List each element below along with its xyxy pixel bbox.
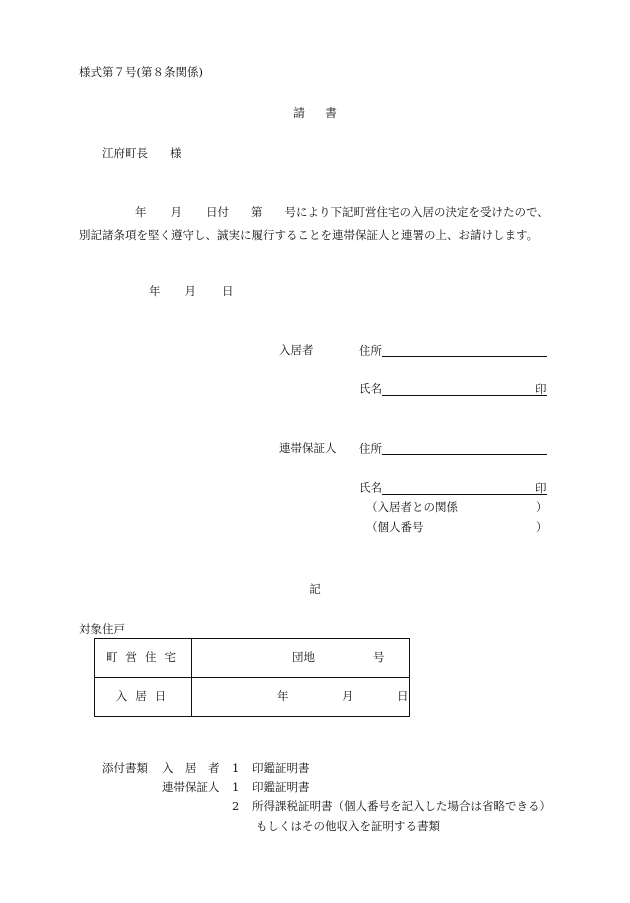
table-row <box>95 639 410 678</box>
guarantor-address-row <box>359 441 547 455</box>
guarantor-name-row <box>359 481 547 495</box>
move-in-date-value-cell[interactable] <box>192 678 410 717</box>
guarantor-name-label: 氏名 <box>359 480 382 495</box>
date-line <box>149 286 234 298</box>
occupant-address-label: 住所 <box>359 343 382 358</box>
attachment-guarantor-role: 連帯保証人 <box>162 780 220 794</box>
body-line-1 <box>135 207 549 219</box>
attachment-guarantor-num1: 1 <box>232 780 240 794</box>
attachment-guarantor-doc1: 印鑑証明書 <box>252 780 310 794</box>
date-year: 年 <box>149 284 161 298</box>
attachment-occupant-role: 入 居 者 <box>162 761 220 775</box>
attachment-occupant-num: 1 <box>232 761 240 775</box>
addressee-honorific: 様 <box>170 146 182 160</box>
go-label: 号 <box>373 650 385 664</box>
attachment-guarantor-doc2: 所得課税証明書（個人番号を記入した場合は省略できる） <box>252 799 551 813</box>
body-year: 年 <box>135 205 147 219</box>
form-number: 様式第７号(第８条関係) <box>79 65 203 79</box>
body-month: 月 <box>170 205 182 219</box>
occupant-address-field[interactable] <box>382 343 547 357</box>
move-in-month-label: 月 <box>342 689 354 703</box>
date-day: 日 <box>222 284 234 298</box>
body-line1-rest: 号により下記町営住宅の入居の決定を受けたので、 <box>284 205 549 219</box>
guarantor-address-field[interactable] <box>382 441 547 455</box>
guarantor-mynumber-close: ） <box>536 520 548 534</box>
move-in-day-label: 日 <box>397 689 409 703</box>
housing-value-cell[interactable] <box>192 639 410 678</box>
attachment-guarantor-doc2-cont: もしくはその他収入を証明する書類 <box>256 819 440 833</box>
guarantor-name-field[interactable] <box>382 481 535 495</box>
occupant-name-field[interactable] <box>382 382 535 396</box>
row-head-housing: 町営住宅 <box>95 639 192 678</box>
body-number-prefix: 第 <box>251 205 263 219</box>
occupant-seal: 印 <box>535 381 547 396</box>
body-date-suffix: 日付 <box>206 205 229 219</box>
guarantor-relation-close: ） <box>536 500 548 514</box>
target-unit-label: 対象住戸 <box>79 622 125 636</box>
addressee-name: 江府町長 <box>102 146 148 160</box>
ki-heading: 記 <box>309 582 321 596</box>
guarantor-seal: 印 <box>535 480 547 495</box>
row-head-move-in-date: 入居日 <box>95 678 192 717</box>
occupant-address-row <box>359 343 547 357</box>
occupant-name-label: 氏名 <box>359 381 382 396</box>
guarantor-relation-label: （入居者との関係 <box>366 500 458 514</box>
danchi-label: 団地 <box>292 650 315 664</box>
attachments-heading: 添付書類 <box>102 761 148 775</box>
document-title: 請書 <box>292 106 357 120</box>
guarantor-role-label: 連帯保証人 <box>279 441 337 455</box>
addressee <box>102 148 182 160</box>
table-row <box>95 678 410 717</box>
date-month: 月 <box>184 284 196 298</box>
attachment-guarantor-num2: 2 <box>232 799 240 813</box>
target-unit-table <box>94 638 410 717</box>
occupant-name-row <box>359 382 547 396</box>
occupant-role-label: 入居者 <box>279 343 314 357</box>
guarantor-address-label: 住所 <box>359 441 382 456</box>
move-in-year-label: 年 <box>277 689 289 703</box>
attachment-occupant-doc: 印鑑証明書 <box>252 761 310 775</box>
body-line-2: 別記諸条項を堅く遵守し、誠実に履行することを連帯保証人と連署の上、お請けします。 <box>79 228 539 242</box>
guarantor-mynumber-label: （個人番号 <box>366 520 424 534</box>
